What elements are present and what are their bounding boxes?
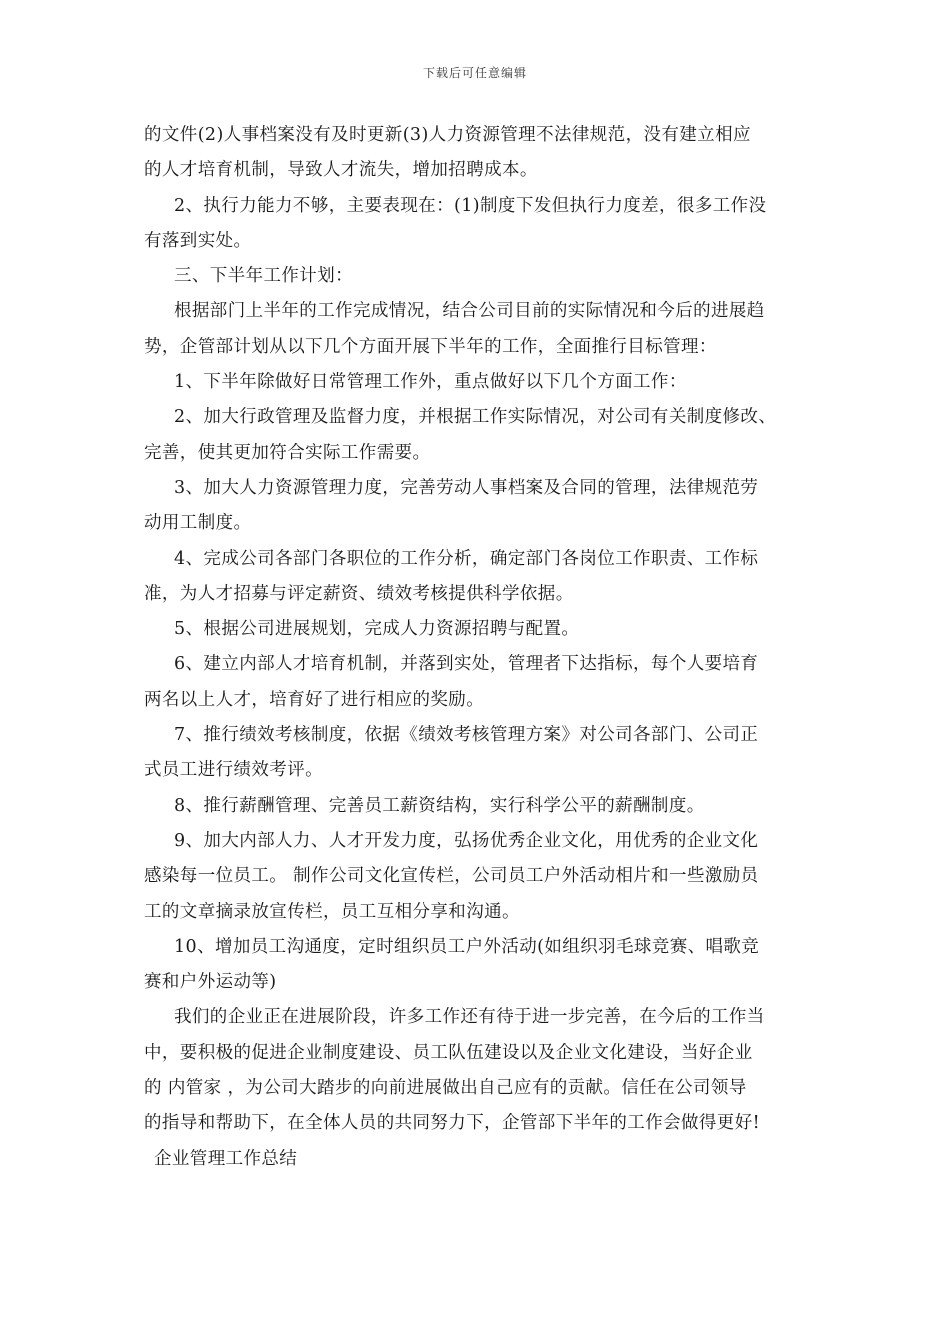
text-line: 两名以上人才，培育好了进行相应的奖励。 — [144, 689, 485, 710]
text-line: 的文件(2)人事档案没有及时更新(3)人力资源管理不法律规范，没有建立相应 — [144, 125, 751, 145]
text-line: 2、加大行政管理及监督力度，并根据工作实际情况，对公司有关制度修改、 — [174, 407, 777, 428]
text-line: 的 内管家 ，为公司大踏步的向前进展做出自己应有的贡献。信任在公司领导 — [144, 1078, 747, 1099]
text-line: 10、增加员工沟通度，定时组织员工户外活动(如组织羽毛球竞赛、唱歌竞 — [174, 936, 760, 957]
text-line: 工的文章摘录放宣传栏，员工互相分享和沟通。 — [144, 901, 520, 922]
text-line: 势，企管部计划从以下几个方面开展下半年的工作，全面推行目标管理： — [144, 336, 717, 357]
text-line: 准，为人才招募与评定薪资、绩效考核提供科学依据。 — [144, 583, 574, 604]
text-line: 我们的企业正在进展阶段，许多工作还有待于进一步完善，在今后的工作当 — [174, 1007, 765, 1028]
text-line: 9、加大内部人力、人才开发力度，弘扬优秀企业文化，用优秀的企业文化 — [174, 830, 759, 851]
text-line: 的指导和帮助下，在全体人员的共同努力下，企管部下半年的工作会做得更好! — [144, 1113, 761, 1134]
document-body — [144, 118, 822, 1177]
text-line: 7、推行绩效考核制度，依据《绩效考核管理方案》对公司各部门、公司正 — [174, 725, 759, 746]
text-line: 动用工制度。 — [144, 513, 252, 534]
text-line: 4、完成公司各部门各职位的工作分析，确定部门各岗位工作职责、工作标 — [174, 548, 759, 569]
text-line: 5、根据公司进展规划，完成人力资源招聘与配置。 — [174, 619, 580, 640]
text-line: 感染每一位员工。 制作公司文化宣传栏，公司员工户外活动相片和一些激励员 — [144, 866, 759, 887]
text-line: 2、执行力能力不够，主要表现在：(1)制度下发但执行力度差，很多工作没 — [174, 195, 767, 216]
text-line: 赛和户外运动等) — [144, 972, 277, 993]
text-line: 6、建立内部人才培育机制，并落到实处，管理者下达指标，每个人要培育 — [174, 654, 759, 675]
closing-title: 企业管理工作总结 — [154, 1148, 298, 1169]
text-line: 根据部门上半年的工作完成情况，结合公司目前的实际情况和今后的进展趋 — [174, 301, 765, 322]
section-heading: 三、下半年工作计划： — [174, 266, 353, 287]
text-line: 完善，使其更加符合实际工作需要。 — [144, 442, 431, 463]
text-line: 有落到实处。 — [144, 230, 252, 251]
text-line: 8、推行薪酬管理、完善员工薪资结构，实行科学公平的薪酬制度。 — [174, 795, 705, 816]
text-line: 3、加大人力资源管理力度，完善劳动人事档案及合同的管理，法律规范劳 — [174, 477, 759, 498]
text-line: 的人才培育机制，导致人才流失，增加招聘成本。 — [144, 160, 538, 181]
page-header: 下载后可任意编辑 — [422, 66, 527, 80]
text-line: 式员工进行绩效考评。 — [144, 760, 323, 781]
text-line: 中，要积极的促进企业制度建设、员工队伍建设以及企业文化建设，当好企业 — [144, 1042, 753, 1063]
text-line: 1、下半年除做好日常管理工作外，重点做好以下几个方面工作： — [174, 372, 687, 393]
